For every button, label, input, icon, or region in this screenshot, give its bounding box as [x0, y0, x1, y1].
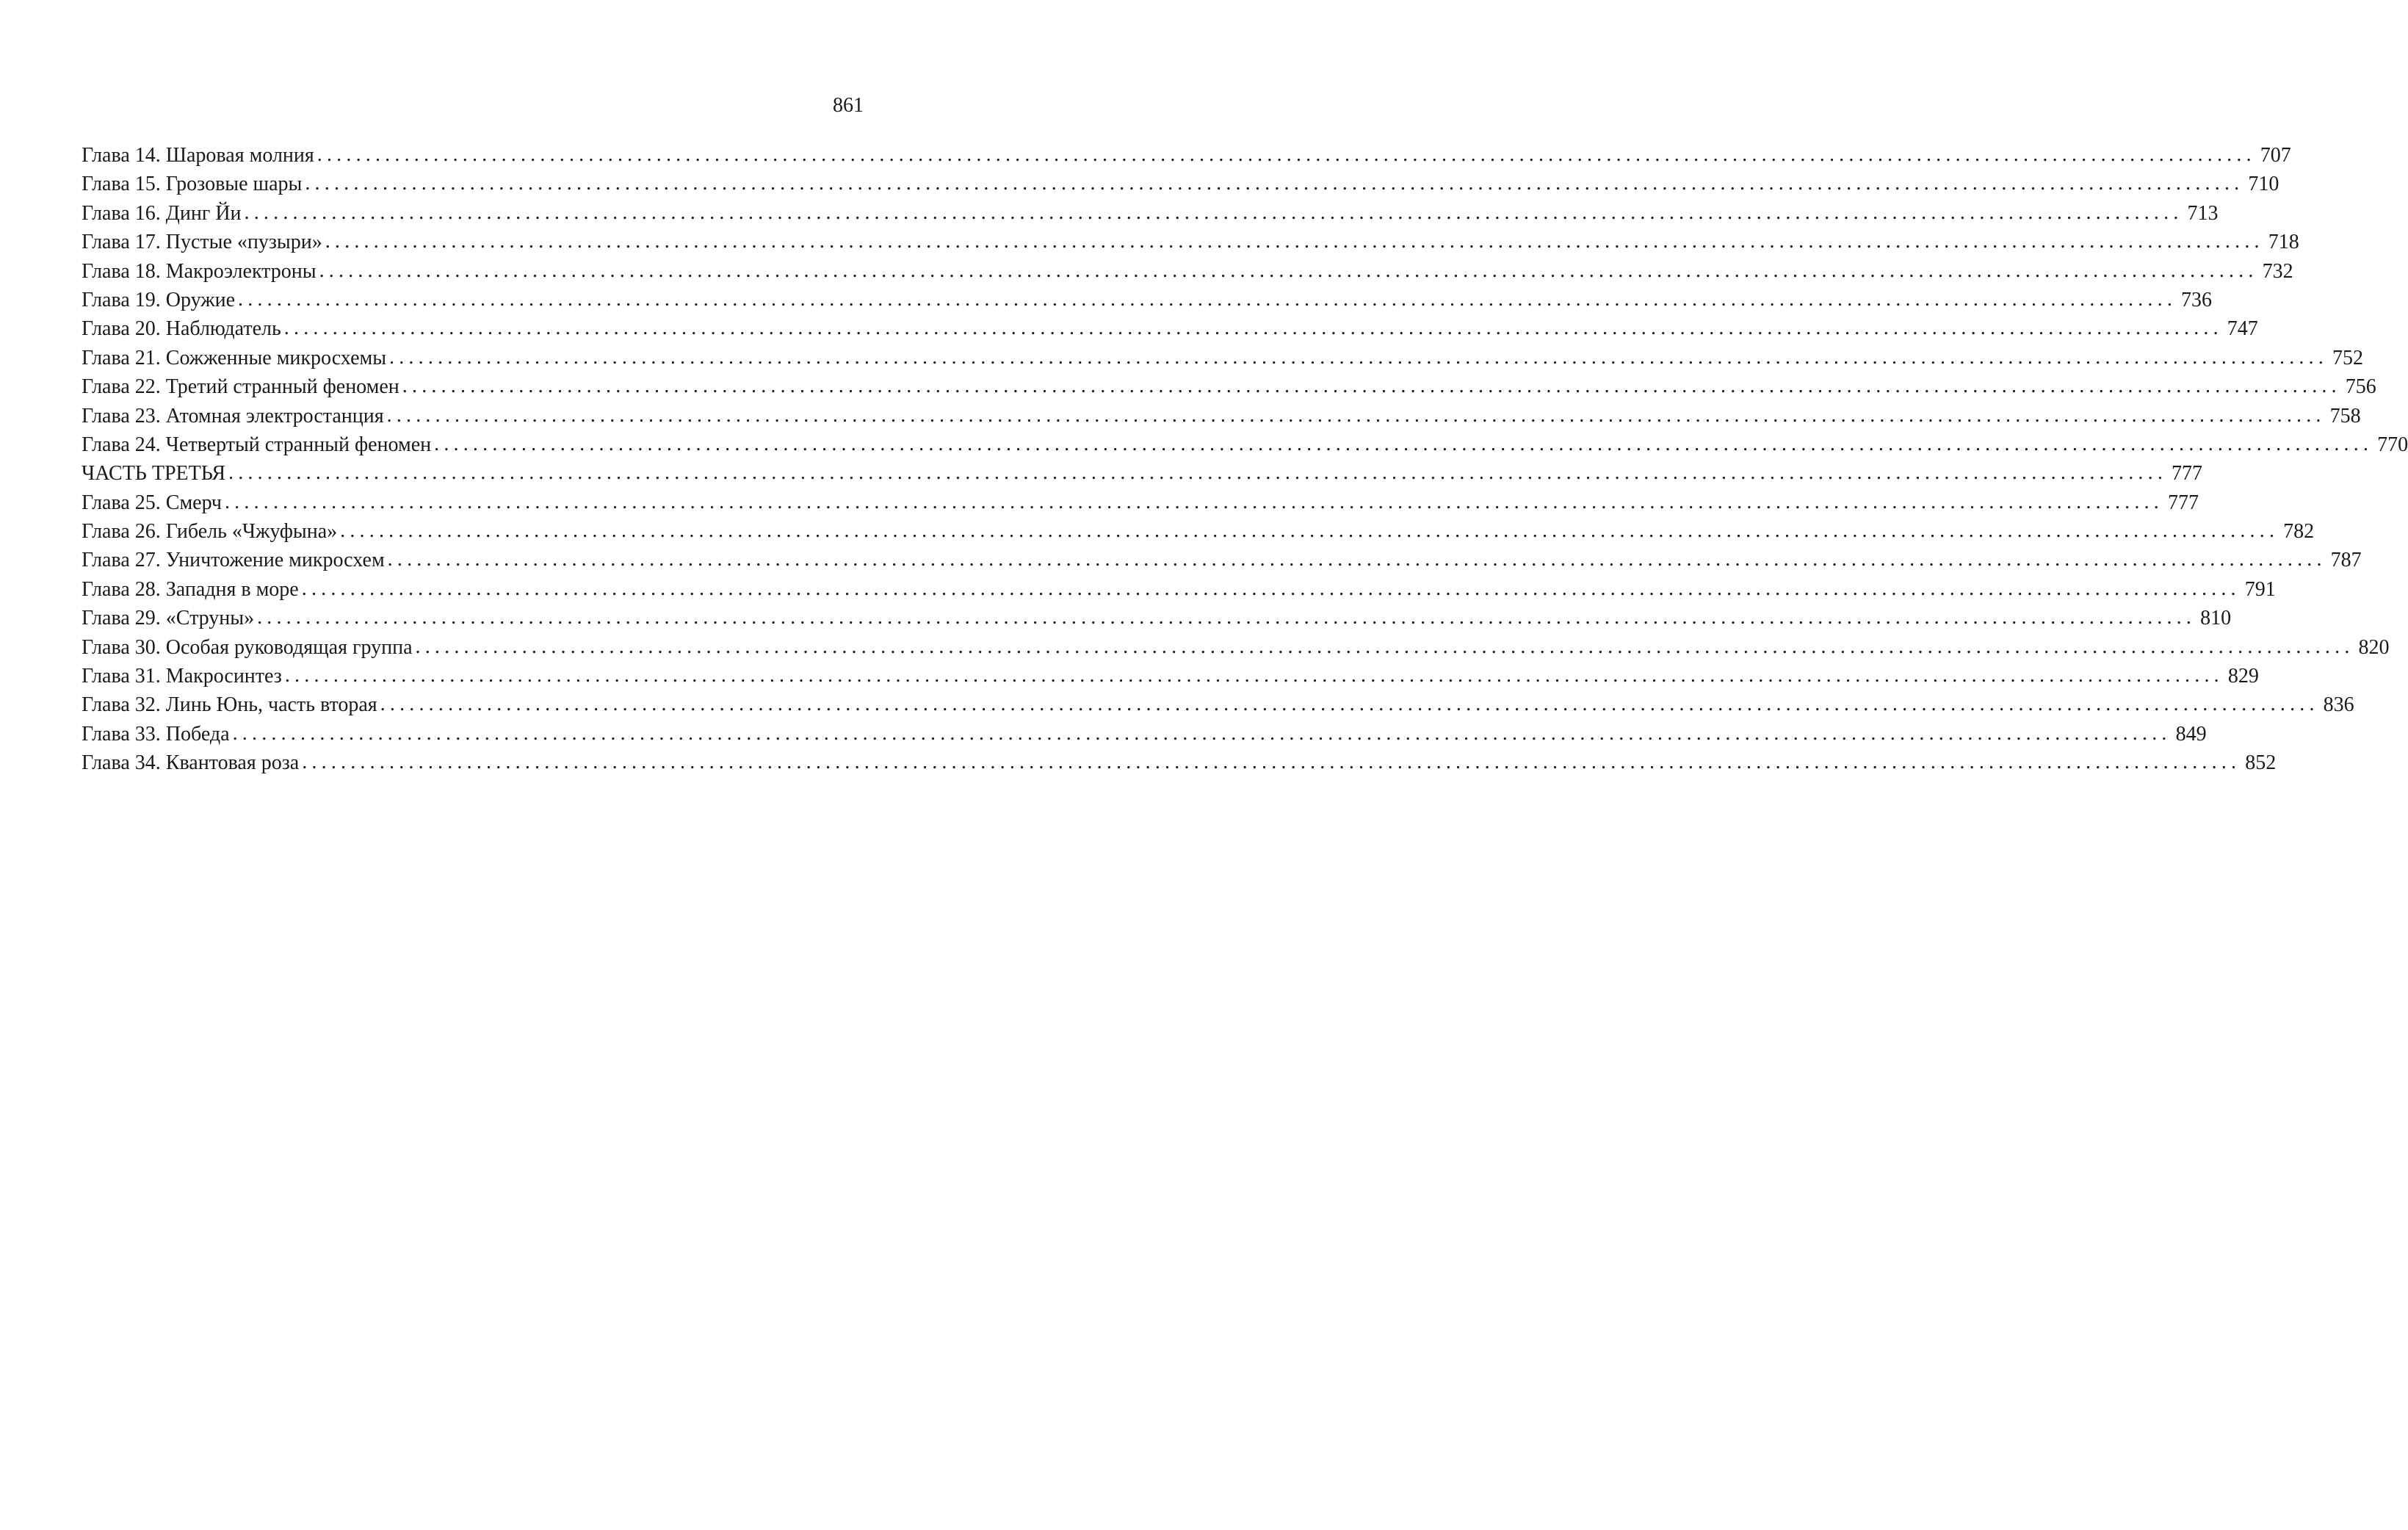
- toc-entry-title: Глава 29. «Струны»: [82, 607, 255, 630]
- toc-entry-page: 758: [2329, 404, 2361, 427]
- toc-entry: [82, 402, 2361, 430]
- dot-leader: ........................................................................................................................................................................................................: [301, 577, 2241, 600]
- toc-entry-page: 810: [2200, 607, 2232, 630]
- toc-entry-title: Глава 23. Атомная электростанция: [82, 404, 384, 427]
- toc-entry-page: 820: [2358, 635, 2390, 659]
- toc-entry: [82, 372, 2376, 401]
- dot-leader: ........................................................................................................................................................................................................: [302, 751, 2241, 774]
- dot-leader: ........................................................................................................................................................................................................: [402, 375, 2341, 398]
- dot-leader: ........................................................................................................................................................................................................: [284, 664, 2224, 688]
- toc-entry-title: Глава 22. Третий странный феномен: [82, 375, 399, 399]
- toc-entry: [82, 517, 2315, 546]
- dot-leader: ........................................................................................................................................................................................................: [415, 635, 2354, 658]
- toc-entry-title: Глава 25. Смерч: [82, 491, 222, 514]
- toc-entry-title: Глава 31. Макросинтез: [82, 665, 282, 688]
- toc-entry: [82, 575, 2276, 604]
- toc-entry-page: 752: [2332, 346, 2364, 369]
- toc-entry-title: Глава 17. Пустые «пузыри»: [82, 231, 322, 254]
- dot-leader: ........................................................................................................................................................................................................: [387, 548, 2326, 571]
- dot-leader: ........................................................................................................................................................................................................: [317, 143, 2256, 166]
- toc-entry: [82, 488, 2199, 517]
- toc-entry: [82, 690, 2354, 719]
- toc-entry: [82, 286, 2213, 314]
- toc-entry-page: 756: [2345, 375, 2376, 399]
- dot-leader: ........................................................................................................................................................................................................: [257, 606, 2197, 629]
- dot-leader: ........................................................................................................................................................................................................: [380, 693, 2319, 716]
- toc-entry-page: 777: [2172, 462, 2203, 486]
- dot-leader: ........................................................................................................................................................................................................: [305, 172, 2244, 195]
- toc-entry-page: 852: [2245, 751, 2277, 775]
- dot-leader: ........................................................................................................................................................................................................: [224, 490, 2163, 513]
- toc-entry: [82, 546, 2362, 574]
- dot-leader: ........................................................................................................................................................................................................: [283, 317, 2223, 340]
- toc-entry: [82, 257, 2293, 286]
- toc-entry-page: 777: [2167, 491, 2199, 514]
- toc-entry-title: Глава 30. Особая руководящая группа: [82, 635, 413, 659]
- toc-entry: [82, 314, 2258, 343]
- toc-entry: [82, 344, 2364, 372]
- dot-leader: ........................................................................................................................................................................................................: [434, 432, 2373, 455]
- dot-leader: ........................................................................................................................................................................................................: [340, 519, 2279, 543]
- toc-entry-page: 770: [2377, 433, 2408, 456]
- toc-entry: [82, 141, 2291, 170]
- toc-entry-title: Глава 24. Четвертый странный феномен: [82, 433, 432, 456]
- toc-entry: [82, 633, 2390, 662]
- dot-leader: ........................................................................................................................................................................................................: [232, 721, 2172, 745]
- dot-leader: ........................................................................................................................................................................................................: [238, 287, 2177, 311]
- toc-entry-page: 829: [2227, 665, 2259, 688]
- toc-entry-title: Глава 18. Макроэлектроны: [82, 259, 317, 283]
- toc-entry-title: Глава 32. Линь Юнь, часть вторая: [82, 693, 377, 717]
- toc-entry-page: 791: [2244, 577, 2276, 601]
- toc-entry: [82, 199, 2219, 228]
- toc-entry-title: Глава 28. Западня в море: [82, 577, 299, 601]
- dot-leader: ........................................................................................................................................................................................................: [386, 403, 2326, 427]
- toc-entry-title: ЧАСТЬ ТРЕТЬЯ: [82, 462, 226, 486]
- toc-entry-title: Глава 27. Уничтожение микросхем: [82, 549, 385, 572]
- toc-entry-page: 849: [2175, 722, 2207, 746]
- table-of-contents: [82, 141, 2408, 778]
- toc-entry: [82, 748, 2277, 777]
- toc-entry-title: Глава 14. Шаровая молния: [82, 144, 314, 167]
- toc-entry: [82, 604, 2232, 632]
- toc-entry-title: Глава 16. Динг Йи: [82, 201, 242, 225]
- page-number: 861: [833, 94, 864, 117]
- toc-entry-page: 713: [2187, 201, 2219, 225]
- toc-entry-page: 707: [2260, 144, 2291, 167]
- dot-leader: ........................................................................................................................................................................................................: [389, 345, 2329, 369]
- toc-entry: [82, 430, 2408, 459]
- dot-leader: ........................................................................................................................................................................................................: [319, 259, 2258, 282]
- toc-part-heading: [82, 459, 2203, 488]
- toc-entry-page: 710: [2248, 173, 2279, 196]
- dot-leader: ........................................................................................................................................................................................................: [228, 461, 2168, 485]
- toc-entry-page: 747: [2227, 317, 2258, 341]
- toc-entry: [82, 720, 2207, 748]
- toc-entry-page: 732: [2262, 259, 2293, 283]
- toc-entry-page: 718: [2268, 231, 2299, 254]
- toc-entry-title: Глава 19. Оружие: [82, 288, 236, 311]
- toc-entry-title: Глава 34. Квантовая роза: [82, 751, 300, 775]
- toc-entry-page: 736: [2181, 288, 2213, 311]
- toc-entry-title: Глава 26. Гибель «Чжуфына»: [82, 520, 338, 544]
- toc-entry: [82, 228, 2299, 256]
- dot-leader: ........................................................................................................................................................................................................: [325, 230, 2264, 253]
- toc-entry: [82, 662, 2259, 690]
- toc-entry-title: Глава 20. Наблюдатель: [82, 317, 281, 341]
- toc-entry: [82, 170, 2279, 198]
- toc-entry-title: Глава 21. Сожженные микросхемы: [82, 346, 387, 369]
- dot-leader: ........................................................................................................................................................................................................: [244, 201, 2183, 224]
- toc-entry-page: 782: [2283, 520, 2315, 544]
- toc-entry-title: Глава 15. Грозовые шары: [82, 173, 303, 196]
- toc-entry-page: 787: [2330, 549, 2362, 572]
- toc-entry-page: 836: [2323, 693, 2354, 717]
- toc-entry-title: Глава 33. Победа: [82, 722, 230, 746]
